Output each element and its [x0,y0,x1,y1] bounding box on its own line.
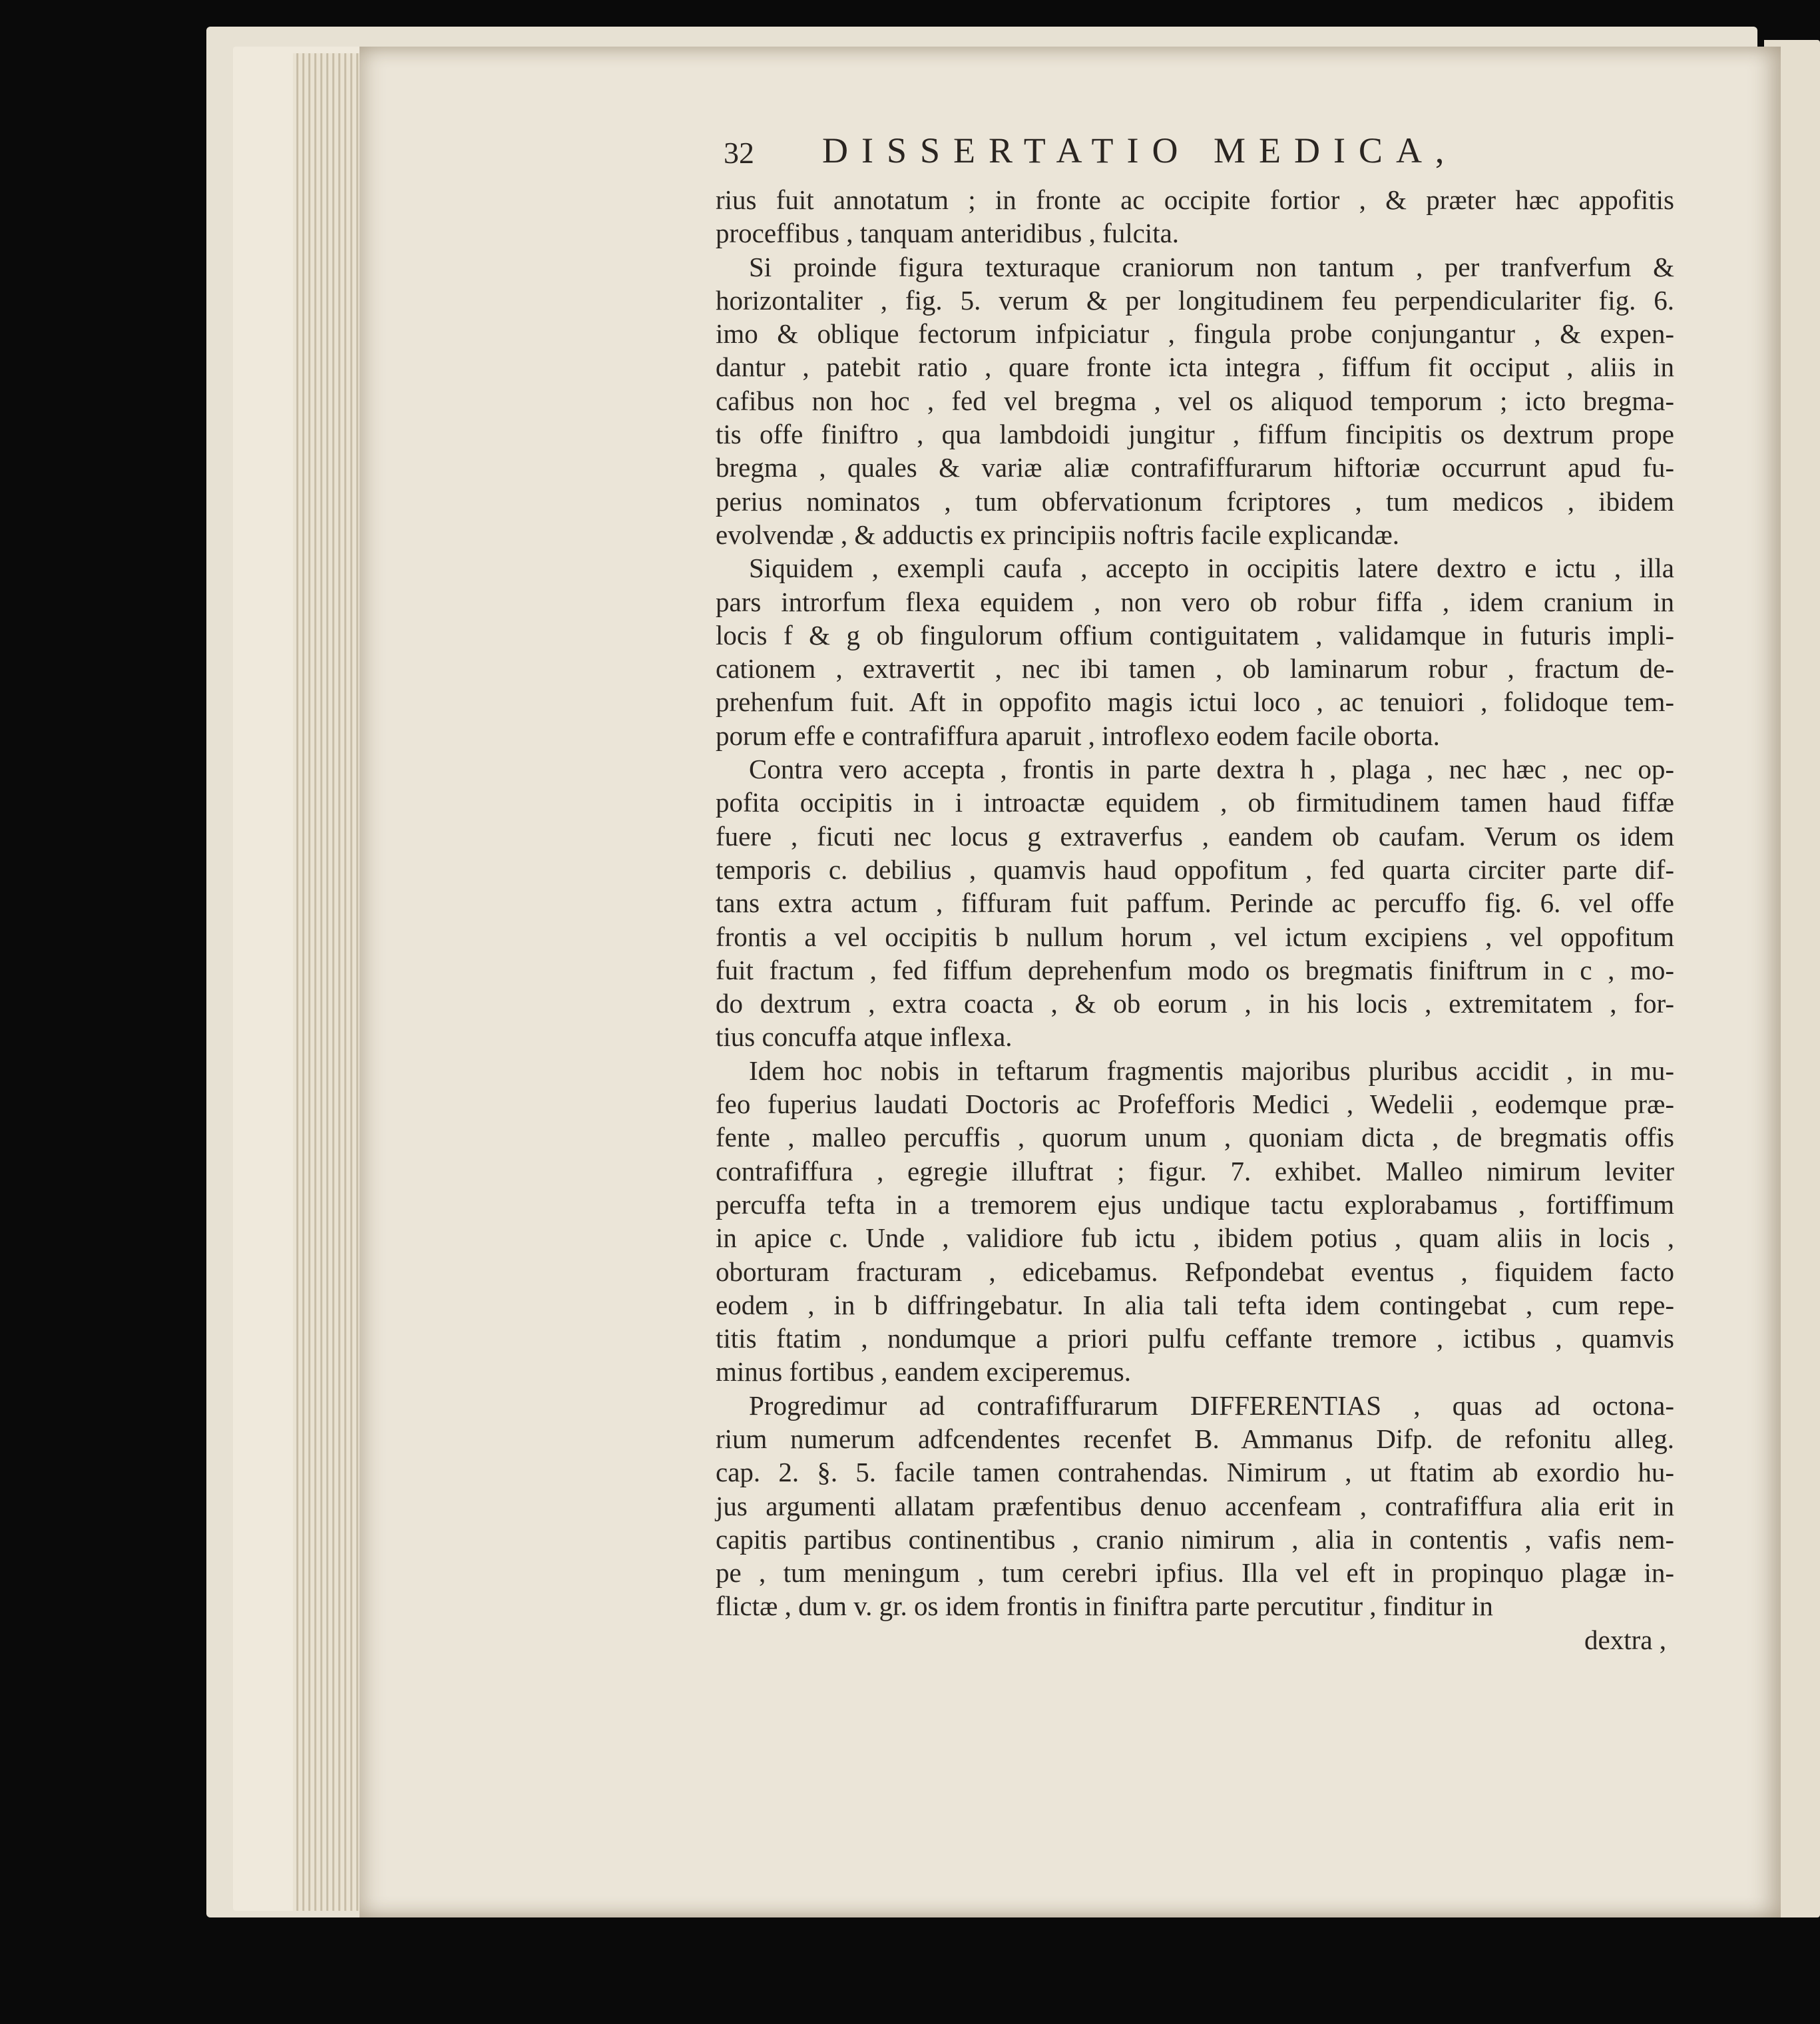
text-line: frontis a vel occipitis b nullum horum , vel ictum excipiens , vel oppofitum [716,921,1674,952]
text-line: eodem , in b diffringebatur. In alia tali tefta idem contingebat , cum repe- [716,1289,1674,1320]
text-line: capitis partibus continentibus , cranio nimirum , alia in contentis , vafis nem- [716,1523,1674,1555]
text-line: fuit fractum , fed fiffum deprehenfum modo os bregmatis finiftrum in c , mo- [716,954,1674,985]
text-line: titis ftatim , nondumque a priori pulfu ceffante tremore , ictibus , quamvis [716,1323,1674,1354]
text-line: cafibus non hoc , fed vel bregma , vel os aliquod temporum ; icto bregma- [716,385,1674,416]
text-line: Contra vero accepta , frontis in parte dextra h , plaga , nec hæc , nec op- [749,754,1674,785]
text-line: cap. 2. §. 5. facile tamen contrahendas. Nimirum , ut ftatim ab exordio hu- [716,1457,1674,1488]
page-stack-edges [293,53,366,1911]
text-line: feo fuperius laudati Doctoris ac Profefforis Medici , Wedelii , eodemque præ- [716,1089,1674,1120]
text-line: pofita occipitis in i introactæ equidem , ob firmitudinem tamen haud fiffæ [716,787,1674,818]
text-line: cationem , extravertit , nec ibi tamen , ob laminarum robur , fractum de- [716,653,1674,684]
text-line: tis offe finiftro , qua lambdoidi jungitur , fiffum fincipitis os dextrum prope [716,419,1674,450]
text-line: minus fortibus , eandem exciperemus. [716,1356,1131,1388]
text-line: rium numerum adfcendentes recenfet B. Ammanus Difp. de refonitu alleg. [716,1423,1674,1454]
text-line: prehenfum fuit. Aft in oppofito magis ictui loco , ac tenuiori , folidoque tem- [716,686,1674,718]
text-line: porum effe e contrafiffura aparuit , introflexo eodem facile oborta. [716,720,1440,751]
running-head [716,130,1674,176]
text-line: dantur , patebit ratio , quare fronte icta integra , fiffum fit occiput , aliis in [716,352,1674,383]
body-text [716,183,1674,1623]
text-line: proceffibus , tanquam anteridibus , fulcita. [716,218,1180,249]
text-line: do dextrum , extra coacta , & ob eorum , in his locis , extremitatem , for- [716,988,1674,1019]
text-line: evolvendæ , & adductis ex principiis noftris facile explicandæ. [716,519,1400,550]
text-line: pe , tum meningum , tum cerebri ipfius. Illa vel eft in propinquo plagæ in- [716,1557,1674,1589]
text-line: flictæ , dum v. gr. os idem frontis in finiftra parte percutitur , finditur in [716,1591,1493,1622]
catchword: dextra , [1584,1624,1666,1655]
page-content [716,130,1674,1656]
text-line: Siquidem , exempli caufa , accepto in occipitis latere dextro e ictu , illa [749,553,1674,584]
text-line: oborturam fracturam , edicebamus. Refpondebat eventus , fiquidem facto [716,1256,1674,1287]
text-line: jus argumenti allatam præfentibus denuo accenfeam , contrafiffura alia erit in [716,1490,1674,1521]
text-line: Progredimur ad contrafiffurarum DIFFERENTIAS , quas ad octona- [749,1390,1674,1421]
page-number: 32 [724,136,754,170]
text-line: Idem hoc nobis in teftarum fragmentis majoribus pluribus accidit , in mu- [749,1055,1674,1086]
text-line: contrafiffura , egregie illuftrat ; figur. 7. exhibet. Malleo nimirum leviter [716,1155,1674,1186]
running-title: DISSERTATIO MEDICA, [822,130,1458,170]
text-line: locis f & g ob fingulorum offium contiguitatem , validamque in futuris impli- [716,619,1674,650]
text-line: horizontaliter , fig. 5. verum & per longitudinem feu perpendiculariter fig. 6. [716,284,1674,316]
text-line: rius fuit annotatum ; in fronte ac occipite fortior , & præter hæc appofitis [716,184,1674,215]
text-line: temporis c. debilius , quamvis haud oppofitum , fed quarta circiter parte dif- [716,854,1674,885]
text-line: in apice c. Unde , validiore fub ictu , ibidem potius , quam aliis in locis , [716,1222,1674,1254]
text-line: perius nominatos , tum obfervationum fcriptores , tum medicos , ibidem [716,485,1674,517]
text-line: tans extra actum , fiffuram fuit paffum. Perinde ac percuffo fig. 6. vel offe [716,887,1674,919]
text-line: pars introrfum flexa equidem , non vero ob robur fiffa , idem cranium in [716,586,1674,617]
text-line: percuffa tefta in a tremorem ejus undique tactu explorabamus , fortiffimum [716,1188,1674,1220]
text-line: Si proinde figura texturaque craniorum non tantum , per tranfverfum & [749,251,1674,282]
text-line: fente , malleo percuffis , quorum unum , quoniam dicta , de bregmatis offis [716,1122,1674,1153]
text-line: fuere , ficuti nec locus g extraverfus , eandem ob caufam. Verum os idem [716,820,1674,852]
text-line: bregma , quales & variæ aliæ contrafiffurarum hiftoriæ occurrunt apud fu- [716,452,1674,483]
text-line: imo & oblique fectorum infpiciatur , fingula probe conjungantur , & expen- [716,318,1674,350]
text-line: tius concuffa atque inflexa. [716,1021,1013,1053]
